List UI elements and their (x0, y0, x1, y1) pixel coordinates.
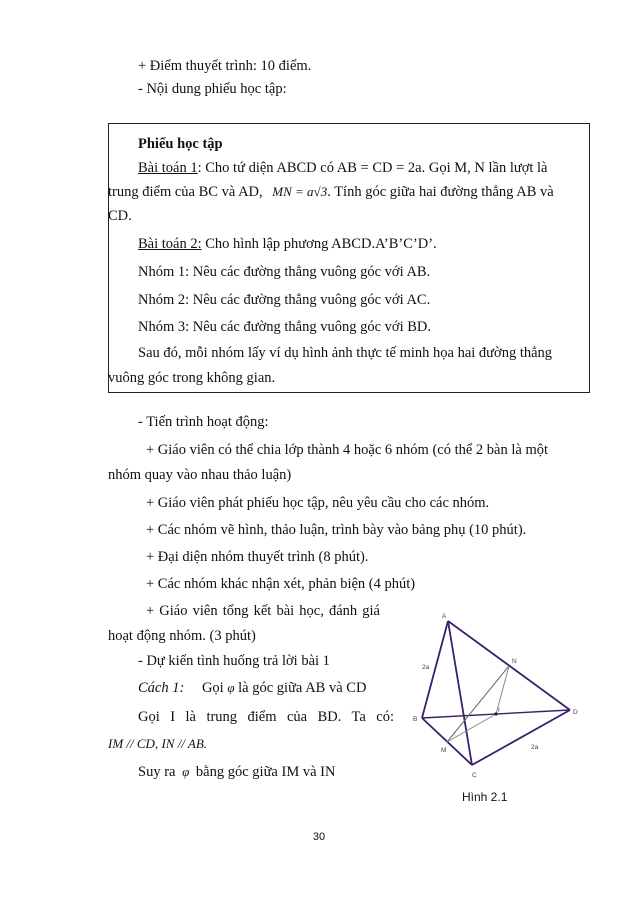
label-m: M (441, 747, 447, 754)
label-edge-cd: 2a (531, 744, 539, 751)
label-a: A (442, 613, 447, 620)
parallel-formula: IM // CD, IN // AB. (108, 736, 208, 751)
problem1-line1 (138, 159, 548, 177)
problem1-line1-text: : Cho tứ diện ABCD có AB = CD = 2a. Gọi M, N lần lượt là (197, 160, 548, 176)
process-heading: - Tiến trình hoạt động: (138, 414, 269, 430)
tetrahedron-figure (405, 608, 600, 790)
step3-line: + Các nhóm vẽ hình, thảo luận, trình bày vào bảng phụ (10 phút). (146, 522, 527, 538)
step4-line: + Đại diện nhóm thuyết trình (8 phút). (146, 549, 369, 565)
group1-line: Nhóm 1: Nêu các đường thẳng vuông góc với AB. (138, 264, 431, 280)
phi-symbol: φ (227, 680, 235, 695)
label-d: D (573, 709, 578, 716)
step1-line2: nhóm quay vào nhau thảo luận) (108, 467, 292, 483)
problem1-line2-b: . Tính góc giữa hai đường thẳng AB và (327, 184, 554, 200)
worksheet-title: Phiếu học tập (138, 136, 223, 152)
problem2-text: Cho hình lập phương ABCD.A’B’C’D’. (201, 236, 437, 252)
score-line: + Điểm thuyết trình: 10 điểm. (138, 58, 312, 74)
solution-heading: - Dự kiến tình huống trả lời bài 1 (138, 653, 330, 669)
label-edge-ab: 2a (422, 664, 430, 671)
problem2-line (138, 235, 437, 253)
conclusion-text-a: Suy ra (138, 764, 176, 780)
phi-symbol-2: φ (182, 764, 190, 779)
mn-formula: MN = a√3 (272, 184, 328, 199)
group3-line: Nhóm 3: Nêu các đường thẳng vuông góc với BD. (138, 319, 432, 335)
step1-line1: + Giáo viên có thể chia lớp thành 4 hoặc 6 nhóm (có thể 2 bàn là một (146, 442, 548, 458)
edge-ac (448, 621, 472, 765)
step2-line: + Giáo viên phát phiếu học tập, nêu yêu cầu cho các nhóm. (146, 495, 490, 511)
group2-line: Nhóm 2: Nêu các đường thẳng vuông góc với AC. (138, 292, 431, 308)
method-text-b: là góc giữa AB và CD (238, 680, 367, 696)
method-line (138, 679, 366, 697)
worksheet-content-line: - Nội dung phiếu học tập: (138, 81, 287, 97)
step5-line: + Các nhóm khác nhận xét, phản biện (4 phút) (146, 576, 416, 592)
method-text-a: Gọi (201, 680, 224, 696)
conclusion-line (138, 763, 335, 781)
closing-line2: vuông góc trong không gian. (108, 370, 276, 386)
label-b: B (413, 716, 418, 723)
step6-line2: hoạt động nhóm. (3 phút) (108, 628, 256, 644)
edge-ad (448, 621, 570, 710)
method-label: Cách 1: (138, 680, 185, 696)
segment-mn (447, 666, 509, 742)
label-n: N (512, 658, 517, 665)
label-c: C (472, 772, 477, 779)
problem1-label: Bài toán 1 (138, 160, 198, 176)
edge-cd (472, 710, 570, 765)
problem1-line2-a: trung điểm của BC và AD, (108, 184, 263, 200)
conclusion-text-b: bằng góc giữa IM và IN (195, 764, 336, 780)
label-i: I (498, 707, 500, 714)
figure-caption: Hình 2.1 (462, 790, 508, 804)
page-number: 30 (312, 831, 326, 843)
midpoint-line: Gọi I là trung điểm của BD. Ta có: (138, 709, 394, 725)
problem2-label: Bài toán 2: (138, 236, 202, 252)
segment-im (447, 714, 496, 742)
step6-line1: + Giáo viên tổng kết bài học, đánh giá (146, 603, 380, 619)
problem1-line3: CD. (108, 208, 132, 224)
closing-line1: Sau đó, mỗi nhóm lấy ví dụ hình ảnh thực tế minh họa hai đường thẳng (138, 345, 553, 361)
problem1-line2 (108, 183, 554, 201)
